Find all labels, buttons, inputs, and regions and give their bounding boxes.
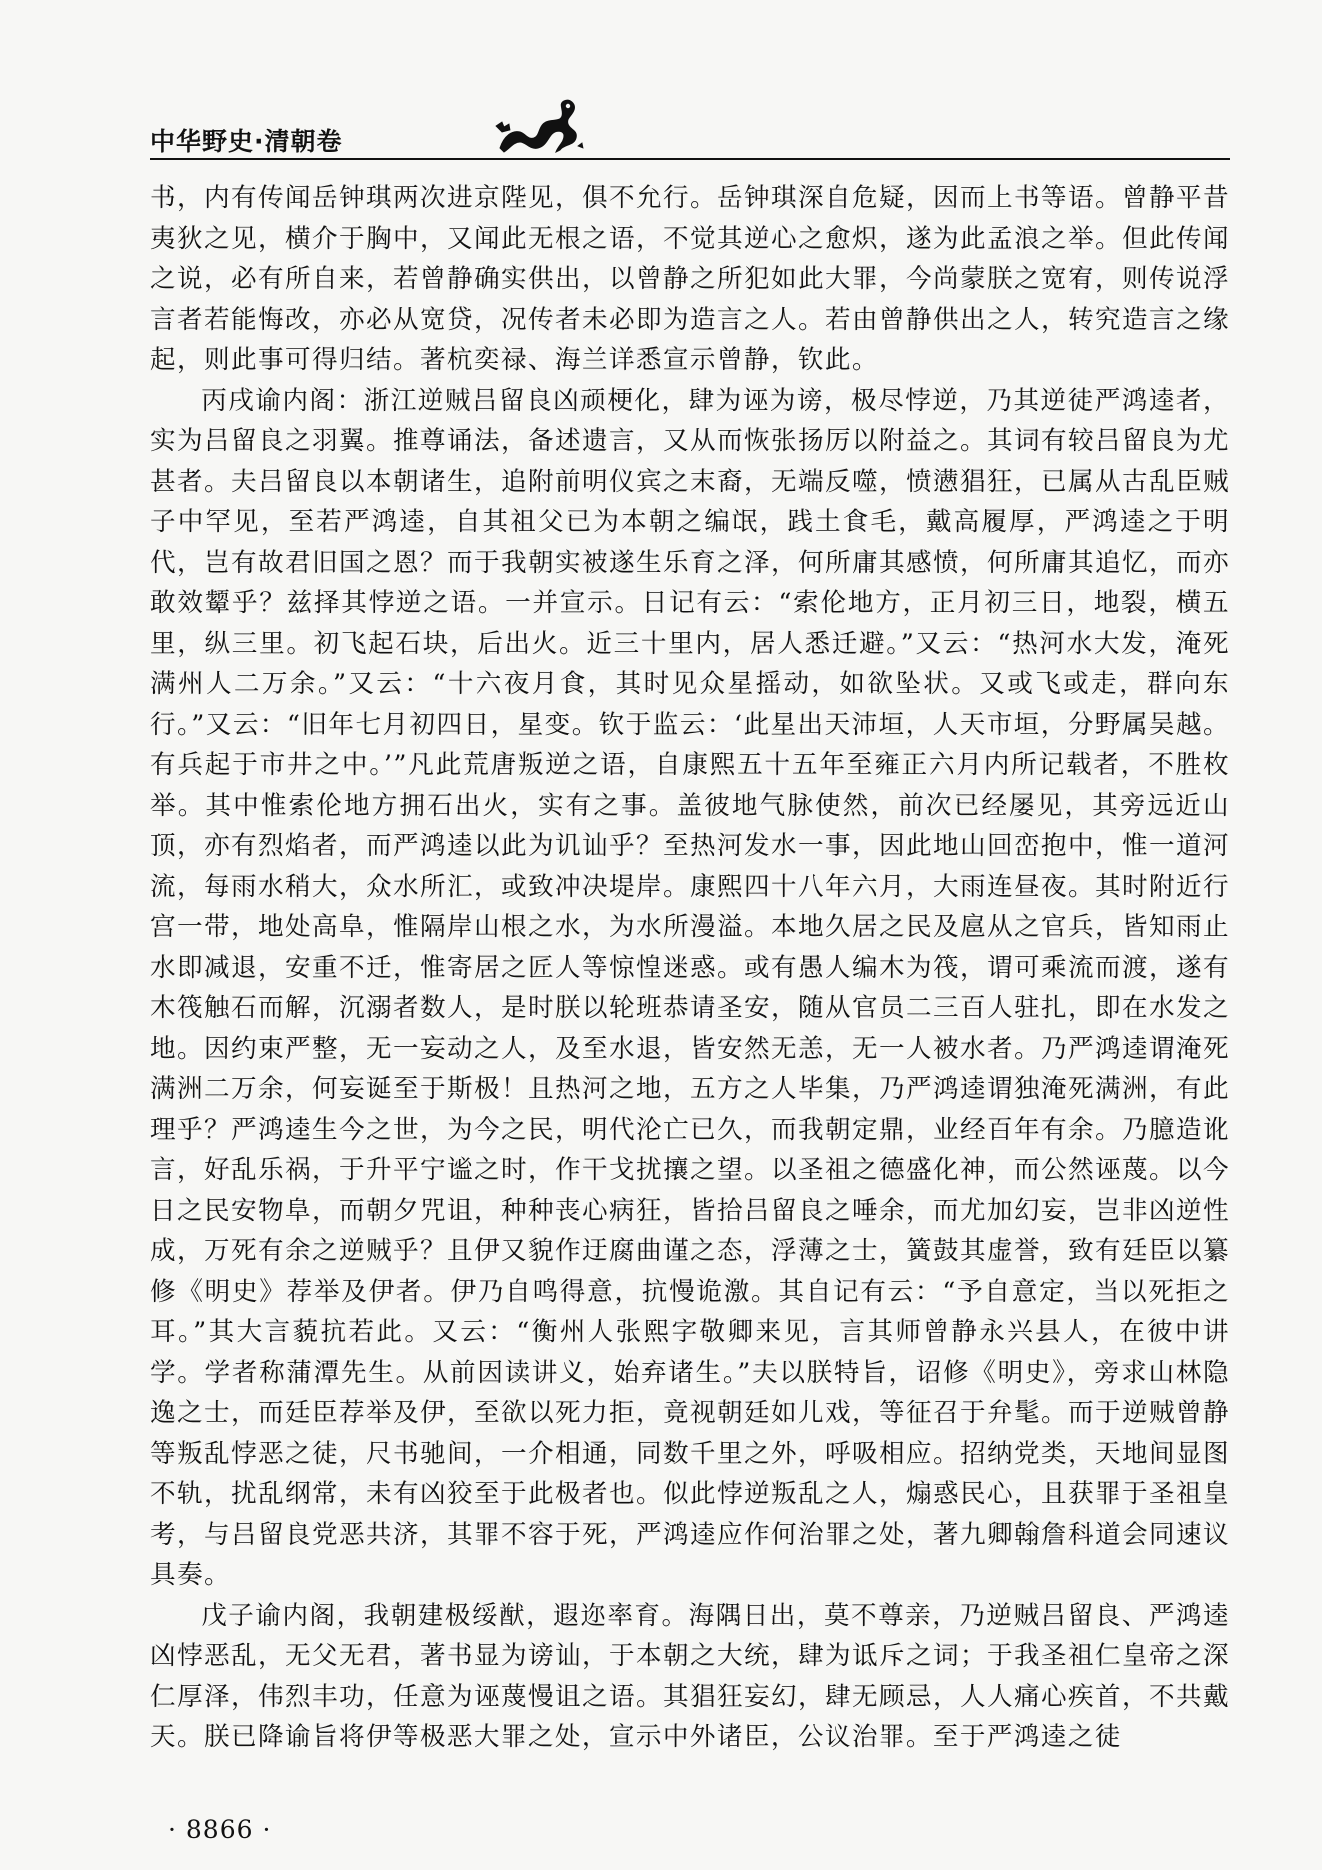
running-header	[150, 96, 1230, 160]
dragon-emblem-icon	[490, 96, 585, 156]
paragraph-1: 书，内有传闻岳钟琪两次进京陛见，俱不允行。岳钟琪深自危疑，因而上书等语。曾静平昔夷狄之见，横介于胸中，又闻此无根之语，不觉其逆心之愈炽，遂为此孟浪之举。但此传闻之说，必有所自来，若曾静确实供出，以曾静之所犯如此大罪，今尚蒙朕之宽宥，则传说浮言者若能悔改，亦必从宽贷，况传者未必即为造言之人。若由曾静供出之人，转究造言之缘起，则此事可得归结。著杭奕禄、海兰详悉宣示曾静，钦此。	[150, 183, 1230, 375]
page-body	[150, 178, 1230, 1758]
paragraph-3: 戊子谕内阁，我朝建极绥猷，遐迩率育。海隅日出，莫不尊亲，乃逆贼吕留良、严鸿逵凶悖恶乱，无父无君，著书显为谤讪，于本朝之大统，肆为诋斥之词；于我圣祖仁皇帝之深仁厚泽，伟烈丰功，任意为诬蔑慢诅之语。其猖狂妄幻，肆无顾忌，人人痛心疾首，不共戴天。朕已降谕旨将伊等极恶大罪之处，宣示中外诸臣，公议治罪。至于严鸿逵之徒	[150, 1600, 1230, 1752]
paragraph-2: 丙戌谕内阁：浙江逆贼吕留良凶顽梗化，肆为诬为谤，极尽悖逆，乃其逆徒严鸿逵者，实为吕留良之羽翼。推尊诵法，备述遗言，又从而恢张扬厉以附益之。其词有较吕留良为尤甚者。夫吕留良以本朝诸生，追附前明仪宾之末裔，无端反噬，愤懑猖狂，已属从古乱臣贼子中罕见，至若严鸿逵，自其祖父已为本朝之编氓，践土食毛，戴高履厚，严鸿逵之于明代，岂有故君旧国之恩？而于我朝实被遂生乐育之泽，何所庸其感愤，何所庸其追忆，而亦敢效颦乎？兹择其悖逆之语。一并宣示。日记有云：“索伦地方，正月初三日，地裂，横五里，纵三里。初飞起石块，后出火。近三十里内，居人悉迁避。”又云：“热河水大发，淹死满州人二万余。”又云：“十六夜月食，其时见众星摇动，如欲坠状。又或飞或走，群向东行。”又云：“旧年七月初四日，星变。钦于监云：‘此星出天沛垣，人天市垣，分野属吴越。有兵起于市井之中。’”凡此荒唐叛逆之语，自康熙五十五年至雍正六月内所记载者，不胜枚举。其中惟索伦地方拥石出火，实有之事。盖彼地气脉使然，前次已经屡见，其旁远近山顶，亦有烈焰者，而严鸿逵以此为讥讪乎？至热河发水一事，因此地山回峦抱中，惟一道河流，每雨水稍大，众水所汇，或致冲决堤岸。康熙四十八年六月，大雨连昼夜。其时附近行宫一带，地处高阜，惟隔岸山根之水，为水所漫溢。本地久居之民及扈从之官兵，皆知雨止水即减退，安重不迁，惟寄居之匠人等惊惶迷惑。或有愚人编木为筏，谓可乘流而渡，遂有木筏触石而解，沉溺者数人，是时朕以轮班恭请圣安，随从官员二三百人驻扎，即在水发之地。因约束严整，无一妄动之人，及至水退，皆安然无恙，无一人被水者。乃严鸿逵谓淹死满洲二万余，何妄诞至于斯极！且热河之地，五方之人毕集，乃严鸿逵谓独淹死满洲，有此理乎？严鸿逵生今之世，为今之民，明代沦亡已久，而我朝定鼎，业经百年有余。乃臆造讹言，好乱乐祸，于升平宁谧之时，作干戈扰攘之望。以圣祖之德盛化神，而公然诬蔑。以今日之民安物阜，而朝夕咒诅，种种丧心病狂，皆拾吕留良之唾余，而尤加幻妄，岂非凶逆性成，万死有余之逆贼乎？且伊又貌作迂腐曲谨之态，浮薄之士，簧鼓其虚誉，致有廷臣以纂修《明史》荐举及伊者。伊乃自鸣得意，抗慢诡激。其自记有云：“予自意定，当以死拒之耳。”其大言藐抗若此。又云：“衡州人张熙字敬卿来见，言其师曾静永兴县人，在彼中讲学。学者称蒲潭先生。从前因读讲义，始弃诸生。”夫以朕特旨，诏修《明史》，旁求山林隐逸之士，而廷臣荐举及伊，至欲以死力拒，竟视朝廷如儿戏，等征召于弁髦。而于逆贼曾静等叛乱悖恶之徒，尺书驰间，一介相通，同数千里之外，呼吸相应。招纳党类，天地间显图不轨，扰乱纲常，未有凶狡至于此极者也。似此悖逆叛乱之人，煽惑民心，且获罪于圣祖皇考，与吕留良党恶共济，其罪不容于死，严鸿逵应作何治罪之处，著九卿翰詹科道会同速议具奏。	[150, 385, 1230, 1590]
page-number: · 8866 ·	[168, 1815, 272, 1844]
running-header-title: 中华野史·清朝卷	[150, 127, 343, 156]
header-rule	[150, 158, 1230, 160]
